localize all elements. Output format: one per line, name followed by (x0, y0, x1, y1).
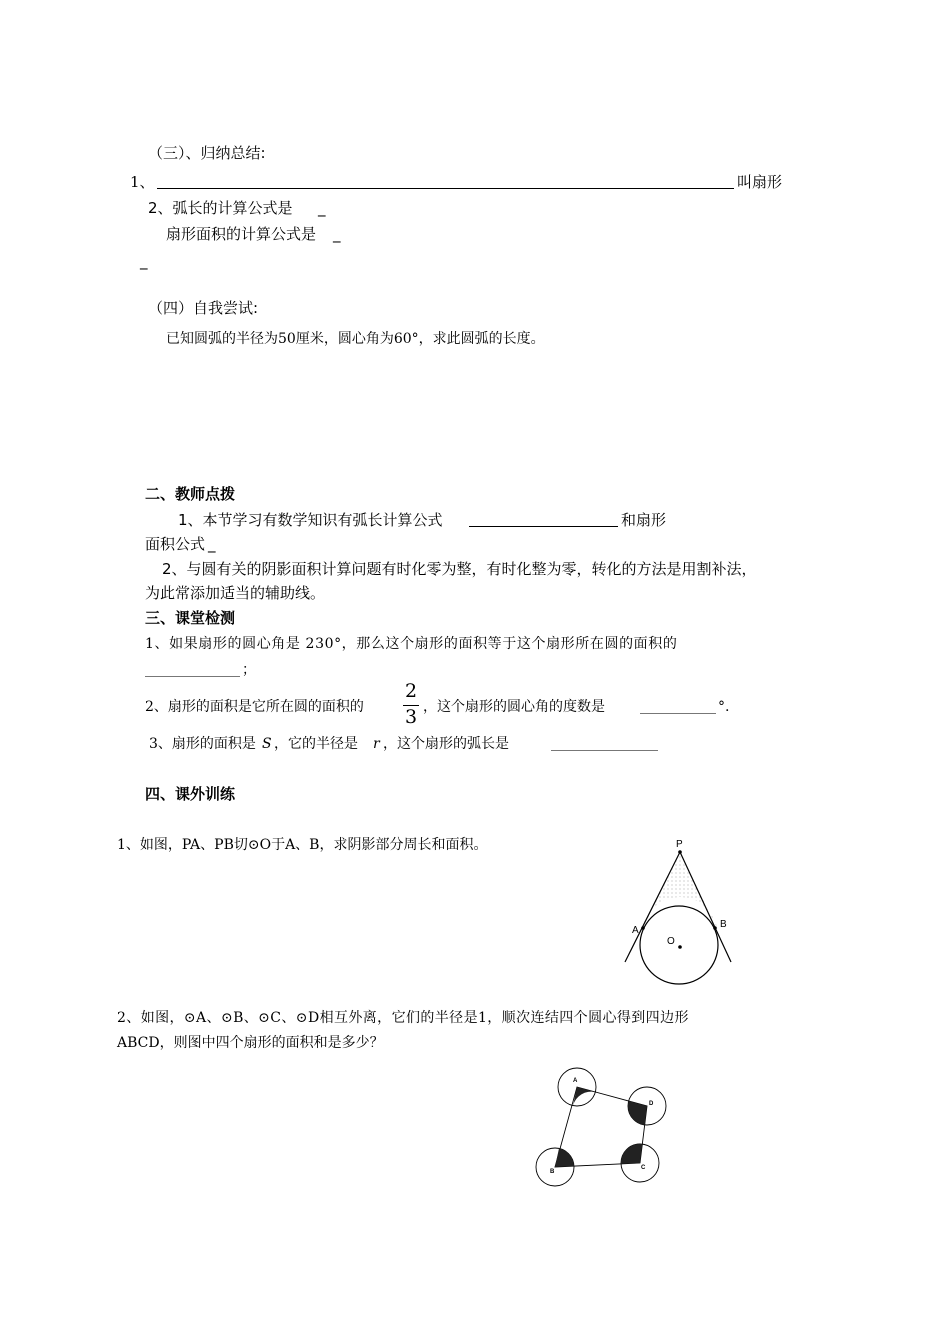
figure-four-circles (530, 1065, 675, 1193)
label-p: P (676, 839, 683, 850)
sector-d (628, 1101, 647, 1125)
training-q1: 1、如图，PA、PB切⊙O于A、B，求阴影部分周长和面积。 (117, 837, 488, 853)
check-q3-b: ，它的半径是 (274, 736, 358, 752)
circle-o (640, 906, 718, 984)
training-q2-b: ABCD，则图中四个扇形的面积和是多少？ (117, 1035, 384, 1051)
label-b: B (550, 1169, 555, 1175)
label-d: D (649, 1101, 654, 1107)
teacher-p1-a: 1、本节学习有数学知识有弧长计算公式 (178, 511, 443, 529)
section3-item3-mark: _ (333, 225, 341, 243)
check-q3-a: 3、扇形的面积是 (149, 736, 256, 752)
label-b: B (720, 919, 727, 930)
section3-item1-blank (157, 188, 734, 189)
section3-stray-mark: _ (140, 252, 148, 270)
label-a: A (573, 1078, 578, 1084)
figure-tangent-circle (615, 832, 745, 992)
teacher-p1-blank (469, 526, 618, 527)
teacher-heading: 二、教师点拨 (145, 485, 236, 503)
section4-problem: 已知圆弧的半径为50厘米，圆心角为60°，求此圆弧的长度。 (166, 331, 545, 347)
check-q1-blank (145, 676, 240, 677)
point-p (678, 850, 682, 854)
shaded-region (642, 852, 717, 930)
teacher-p2-a: 2、与圆有关的阴影面积计算问题有时化零为整，有时化整为零，转化的方法是用割补法， (162, 560, 757, 578)
point-a (641, 926, 645, 930)
section3-item1-tail: 叫扇形 (737, 173, 783, 191)
section4-heading: （四）自我尝试: (148, 299, 259, 317)
label-a: A (632, 925, 639, 936)
teacher-p1-b: 和扇形 (621, 511, 667, 529)
section3-item1-number: 1、 (130, 173, 155, 191)
check-q2-denominator: 3 (404, 706, 418, 728)
sector-c (621, 1144, 642, 1164)
check-heading: 三、课堂检测 (145, 609, 236, 627)
section3-item2: 2、弧长的计算公式是 (148, 199, 293, 217)
teacher-p1-mark: _ (208, 535, 216, 553)
teacher-p1-c: 面积公式 (145, 535, 206, 553)
check-q3-blank (551, 750, 658, 751)
training-q2-a: 2、如图，⊙A、⊙B、⊙C、⊙D相互外离，它们的半径是1，顺次连结四个圆心得到四边形 (117, 1010, 689, 1026)
check-q2-blank (640, 713, 716, 714)
check-q1-a: 1、如果扇形的圆心角是 230°，那么这个扇形的面积等于这个扇形所在圆的面积的 (145, 636, 678, 652)
point-b (713, 926, 717, 930)
training-heading: 四、课外训练 (145, 785, 236, 803)
point-o (678, 945, 682, 949)
check-q2-a: 2、扇形的面积是它所在圆的面积的 (145, 699, 364, 715)
label-o: O (667, 936, 675, 947)
check-q2-c: °. (718, 699, 730, 715)
check-q3-s: S (262, 736, 272, 752)
check-q2-b: ，这个扇形的圆心角的度数是 (423, 699, 605, 715)
check-q1-b: ； (242, 662, 256, 678)
check-q3-c: ，这个扇形的弧长是 (383, 736, 509, 752)
section3-item3: 扇形面积的计算公式是 (166, 225, 317, 243)
section3-heading: （三）、归纳总结: (148, 144, 266, 162)
check-q2-numerator: 2 (404, 680, 418, 702)
teacher-p2-b: 为此常添加适当的辅助线。 (145, 584, 326, 602)
section3-item2-mark: _ (318, 199, 326, 217)
label-c: C (641, 1165, 646, 1171)
check-q3-r: r (373, 736, 380, 752)
sector-b (555, 1148, 574, 1167)
